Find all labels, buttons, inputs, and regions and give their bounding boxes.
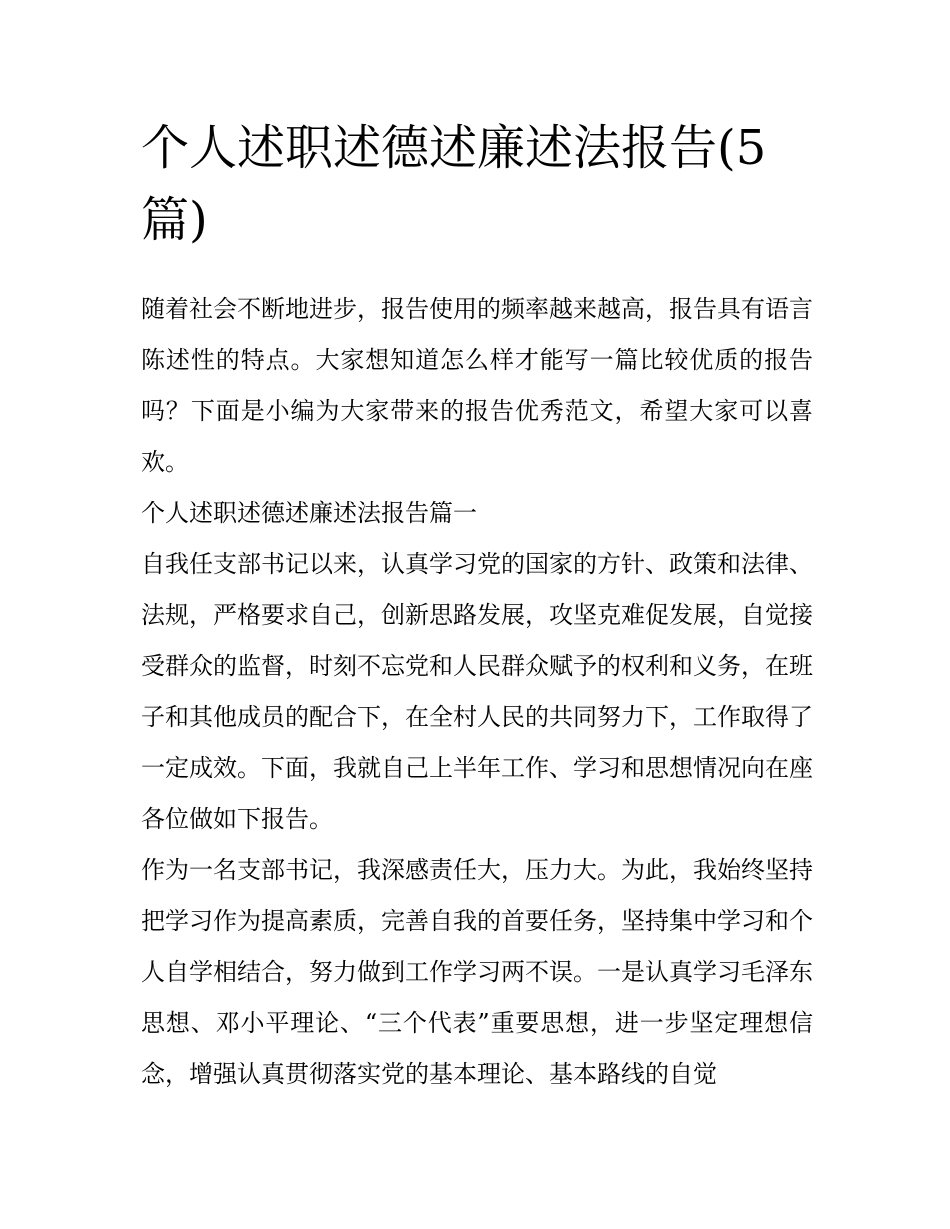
body-paragraph: 自我任支部书记以来，认真学习党的国家的方针、政策和法律、法规，严格要求自己，创新思路发展，攻坚克难促发展，自觉接受群众的监督，时刻不忘党和人民群众赋予的权利和义务，在班子和其他成员的配合下，在全村人民的共同努力下，工作取得了一定成效。下面，我就自己上半年工作、学习和思想情况向在座各位做如下报告。 (141, 550, 813, 833)
intro-paragraph: 随着社会不断地进步，报告使用的频率越来越高，报告具有语言陈述性的特点。大家想知道怎么样才能写一篇比较优质的报告吗？下面是小编为大家带来的报告优秀范文，希望大家可以喜欢。 (141, 295, 813, 476)
document-title: 个人述职述德述廉述法报告(5篇) (141, 120, 767, 248)
body-paragraph: 作为一名支部书记，我深感责任大，压力大。为此，我始终坚持把学习作为提高素质，完善自我的首要任务，坚持集中学习和个人自学相结合，努力做到工作学习两不误。一是认真学习毛泽东思想、邓小平理论、“三个代表”重要思想，进一步坚定理想信念，增强认真贯彻落实党的基本理论、基本路线的自觉 (141, 856, 813, 1088)
document-body (141, 112, 813, 1100)
section-heading: 个人述职述德述廉述法报告篇一 (141, 499, 477, 527)
